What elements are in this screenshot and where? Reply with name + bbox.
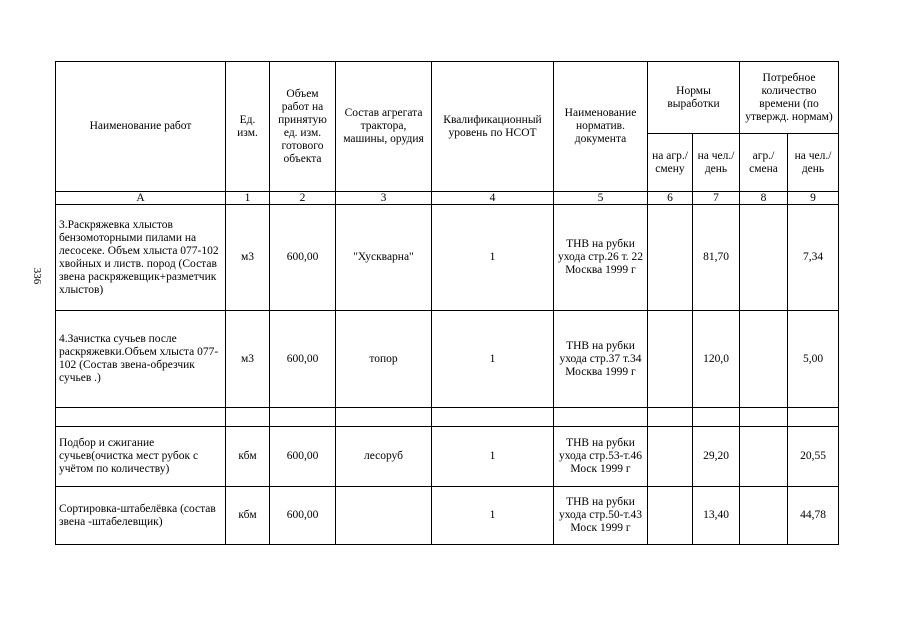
column-number: 3 bbox=[336, 192, 432, 205]
level-cell: 1 bbox=[432, 205, 554, 311]
level-cell bbox=[432, 408, 554, 427]
norm-unit-shift-cell bbox=[648, 205, 693, 311]
header-qualification: Квалификационный уровень по НСОТ bbox=[432, 62, 554, 192]
time-unit-shift-cell bbox=[740, 408, 788, 427]
level-cell: 1 bbox=[432, 311, 554, 408]
time-person-day-cell: 44,78 bbox=[788, 487, 839, 545]
unit-cell: кбм bbox=[226, 427, 270, 487]
tractor-cell: лесоруб bbox=[336, 427, 432, 487]
header-time-needed: Потребное количество времени (по утвержд. нормам) bbox=[740, 62, 839, 134]
time-unit-shift-cell bbox=[740, 427, 788, 487]
column-number: 6 bbox=[648, 192, 693, 205]
column-number: 9 bbox=[788, 192, 839, 205]
work-name-cell: 4.Зачистка сучьев после раскряжевки.Объем хлыста 077-102 (Состав звена-обрезчик сучьев .) bbox=[56, 311, 226, 408]
header-unit: Ед. изм. bbox=[226, 62, 270, 192]
column-number: 2 bbox=[270, 192, 336, 205]
column-number: 8 bbox=[740, 192, 788, 205]
time-unit-shift-cell bbox=[740, 205, 788, 311]
norm-person-day-cell: 81,70 bbox=[693, 205, 740, 311]
norm-person-day-cell: 13,40 bbox=[693, 487, 740, 545]
header-tractor: Состав агрегата трактора, машины, орудия bbox=[336, 62, 432, 192]
unit-cell: кбм bbox=[226, 487, 270, 545]
doc-cell: ТНВ на рубки ухода стр.37 т.34 Москва 1999 г bbox=[554, 311, 648, 408]
header-unit-shift: агр./ смена bbox=[740, 134, 788, 192]
column-number: 7 bbox=[693, 192, 740, 205]
column-number: А bbox=[56, 192, 226, 205]
unit-cell bbox=[226, 408, 270, 427]
work-norms-table bbox=[55, 61, 839, 545]
norm-person-day-cell: 29,20 bbox=[693, 427, 740, 487]
header-volume: Объем работ на принятую ед. изм. готового объекта bbox=[270, 62, 336, 192]
norm-unit-shift-cell bbox=[648, 311, 693, 408]
doc-cell: ТНВ на рубки ухода стр.26 т. 22 Москва 1999 г bbox=[554, 205, 648, 311]
work-name-cell: Сортировка-штабелёвка (состав звена -штабелевщик) bbox=[56, 487, 226, 545]
header-norm-doc: Наименование норматив. документа bbox=[554, 62, 648, 192]
time-unit-shift-cell bbox=[740, 311, 788, 408]
column-number: 1 bbox=[226, 192, 270, 205]
tractor-cell: топор bbox=[336, 311, 432, 408]
time-unit-shift-cell bbox=[740, 487, 788, 545]
header-output-norms: Нормы выработки bbox=[648, 62, 740, 134]
header-person-day: на чел./ день bbox=[788, 134, 839, 192]
level-cell: 1 bbox=[432, 427, 554, 487]
work-name-cell bbox=[56, 408, 226, 427]
time-person-day-cell: 20,55 bbox=[788, 427, 839, 487]
table-row bbox=[56, 205, 839, 311]
header-per-unit-shift: на агр./ смену bbox=[648, 134, 693, 192]
norm-person-day-cell: 120,0 bbox=[693, 311, 740, 408]
column-number: 4 bbox=[432, 192, 554, 205]
norm-person-day-cell bbox=[693, 408, 740, 427]
table-row bbox=[56, 311, 839, 408]
volume-cell: 600,00 bbox=[270, 427, 336, 487]
time-person-day-cell bbox=[788, 408, 839, 427]
volume-cell bbox=[270, 408, 336, 427]
work-name-cell: 3.Раскряжевка хлыстов бензомоторными пилами на лесосеке. Объем хлыста 077-102 хвойных и листв. пород (Состав звена раскряжевщик+разметчик хлыстов) bbox=[56, 205, 226, 311]
page-number: 336 bbox=[31, 267, 43, 285]
table-row bbox=[56, 408, 839, 427]
column-number: 5 bbox=[554, 192, 648, 205]
volume-cell: 600,00 bbox=[270, 487, 336, 545]
table-row bbox=[56, 427, 839, 487]
level-cell: 1 bbox=[432, 487, 554, 545]
doc-cell: ТНВ на рубки ухода стр.53-т.46 Моск 1999 г bbox=[554, 427, 648, 487]
column-number-row bbox=[56, 192, 839, 205]
unit-cell: м3 bbox=[226, 205, 270, 311]
tractor-cell bbox=[336, 408, 432, 427]
volume-cell: 600,00 bbox=[270, 311, 336, 408]
header-work-name: Наименование работ bbox=[56, 62, 226, 192]
time-person-day-cell: 7,34 bbox=[788, 205, 839, 311]
tractor-cell bbox=[336, 487, 432, 545]
norm-unit-shift-cell bbox=[648, 408, 693, 427]
unit-cell: м3 bbox=[226, 311, 270, 408]
work-name-cell: Подбор и сжигание сучьев(очистка мест рубок с учётом по количеству) bbox=[56, 427, 226, 487]
norm-unit-shift-cell bbox=[648, 427, 693, 487]
doc-cell bbox=[554, 408, 648, 427]
doc-cell: ТНВ на рубки ухода стр.50-т.43 Моск 1999 г bbox=[554, 487, 648, 545]
norm-unit-shift-cell bbox=[648, 487, 693, 545]
tractor-cell: "Хускварна" bbox=[336, 205, 432, 311]
header-per-person-day: на чел./ день bbox=[693, 134, 740, 192]
table-row bbox=[56, 487, 839, 545]
time-person-day-cell: 5,00 bbox=[788, 311, 839, 408]
volume-cell: 600,00 bbox=[270, 205, 336, 311]
